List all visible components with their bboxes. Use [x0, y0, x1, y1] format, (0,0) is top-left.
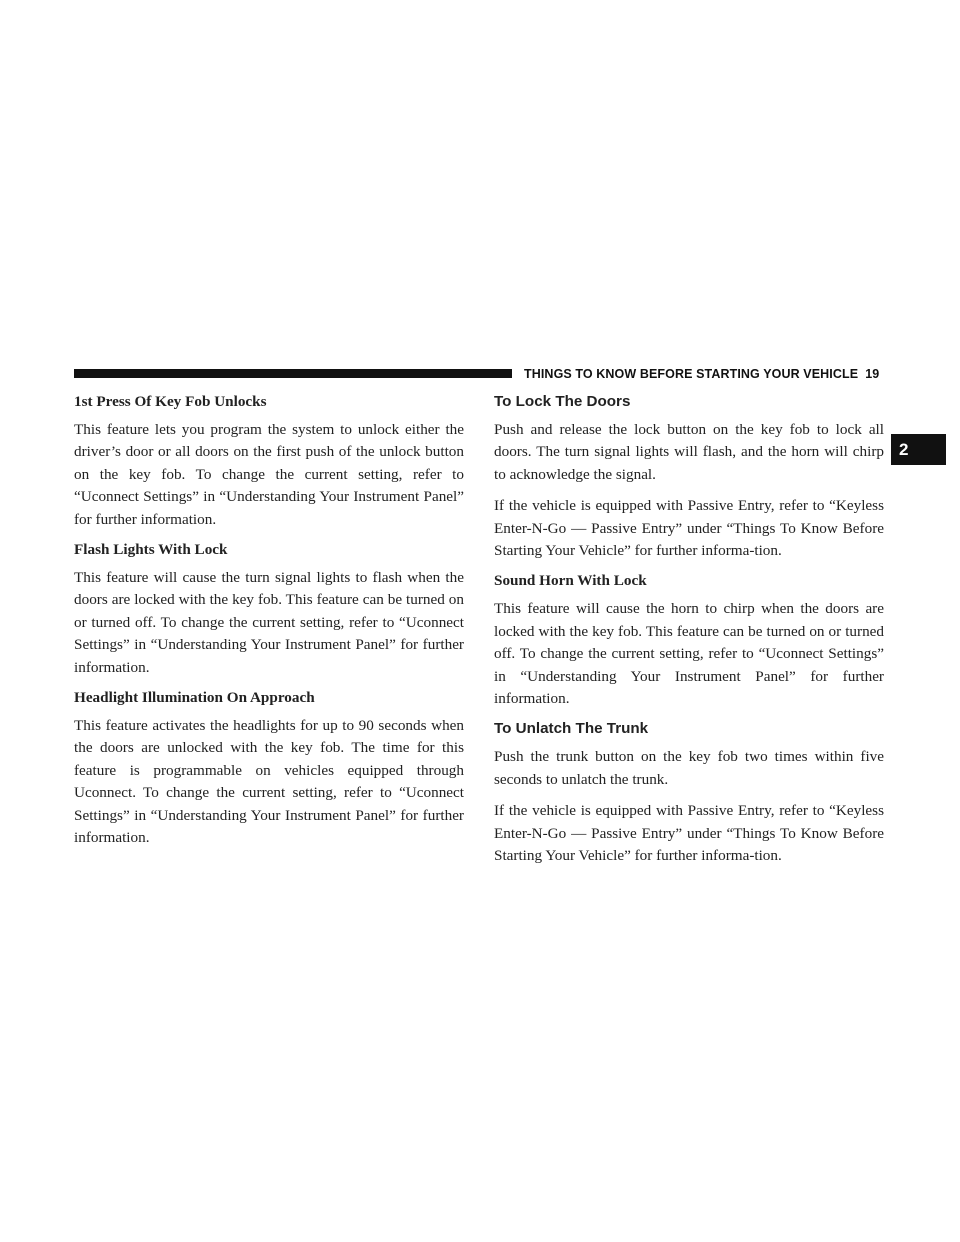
- heading-unlatch-trunk: To Unlatch The Trunk: [494, 720, 649, 738]
- paragraph-first-press: This feature lets you program the system to unlock either the driver’s door or all doors on the first push of the unlock button on the key fob. To change the current setting, refer to “Uconnect Settings” in “Understanding Your Instrument Panel” for further information.: [74, 421, 464, 528]
- paragraph-lock-doors-1: Push and release the lock button on the key fob to lock all doors. The turn signal lights will flash, and the horn will chirp to acknowledge the signal.: [494, 421, 884, 483]
- heading-lock-doors: To Lock The Doors: [494, 393, 631, 410]
- paragraph-flash-lights: This feature will cause the turn signal lights to flash when the doors are locked with the key fob. This feature can be turned on or turned off. To change the current setting, refer to “Uconnect Settings” in “Understanding Your Instrument Panel” for further information.: [74, 569, 464, 676]
- header-rule: [74, 369, 512, 378]
- heading-flash-lights: Flash Lights With Lock: [74, 541, 228, 559]
- page-number: 19: [865, 367, 880, 381]
- heading-sound-horn: Sound Horn With Lock: [494, 572, 647, 590]
- paragraph-unlatch-trunk-2: If the vehicle is equipped with Passive Entry, refer to “Keyless Enter-N-Go — Passive Entry” under “Things To Know Before Starting Your Vehicle” for further informa-tion.: [494, 802, 884, 865]
- heading-headlight-illumination: Headlight Illumination On Approach: [74, 689, 315, 707]
- section-title: THINGS TO KNOW BEFORE STARTING YOUR VEHICLE: [524, 367, 859, 381]
- heading-first-press: 1st Press Of Key Fob Unlocks: [74, 393, 267, 410]
- right-column: [494, 392, 884, 877]
- running-header: [524, 366, 884, 382]
- paragraph-lock-doors-2: If the vehicle is equipped with Passive Entry, refer to “Keyless Enter-N-Go — Passive Entry” under “Things To Know Before Starting Your Vehicle” for further informa-tion.: [494, 497, 884, 560]
- paragraph-headlight-illumination: This feature activates the headlights for up to 90 seconds when the doors are unlocked with the key fob. The time for this feature is programmable on vehicles equipped through Uconnect. To change the current setting, refer to “Uconnect Settings” in “Understanding Your Instrument Panel” for further information.: [74, 717, 464, 847]
- chapter-tab: 2: [891, 434, 946, 465]
- left-column: [74, 392, 464, 859]
- paragraph-sound-horn: This feature will cause the horn to chirp when the doors are locked with the key fob. This feature can be turned on or turned off. To change the current setting, refer to “Uconnect Settings” in “Understanding Your Instrument Panel” for further information.: [494, 600, 884, 708]
- paragraph-unlatch-trunk-1: Push the trunk button on the key fob two times within five seconds to unlatch the trunk.: [494, 748, 884, 788]
